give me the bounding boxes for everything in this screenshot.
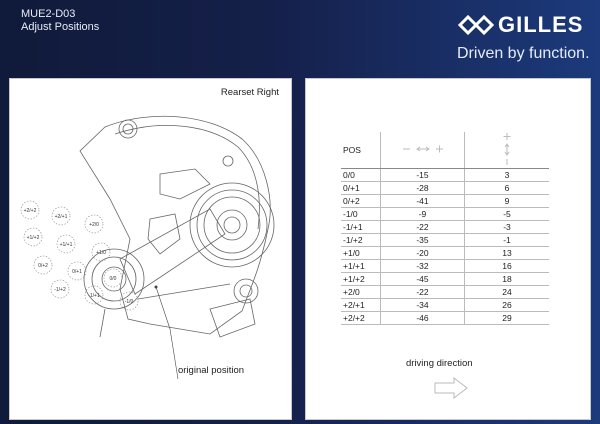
vertical-value-cell: -1 (465, 234, 550, 247)
horizontal-value-cell: -15 (381, 169, 465, 182)
vertical-value-cell: 3 (465, 169, 550, 182)
vertical-value-cell: 29 (465, 312, 550, 325)
table-row (341, 195, 549, 208)
position-cell: +2/0 (341, 286, 381, 299)
horizontal-value-cell: -45 (381, 273, 465, 286)
table-row (341, 169, 549, 182)
vertical-value-cell: 6 (465, 182, 550, 195)
vertical-value-cell: 16 (465, 260, 550, 273)
position-label: +1/+1 (59, 242, 73, 248)
position-cell: +1/+2 (341, 273, 381, 286)
table-row (341, 273, 549, 286)
table-body (341, 169, 549, 325)
horizontal-value-cell: -22 (381, 221, 465, 234)
table-header-row (341, 132, 549, 169)
table-row (341, 247, 549, 260)
position-table (341, 132, 549, 325)
document-title: Adjust Positions (21, 21, 100, 33)
position-cell: +2/+2 (341, 312, 381, 325)
vertical-value-cell: -3 (465, 221, 550, 234)
position-label: +2/+1 (54, 214, 68, 220)
position-cell: -1/+2 (341, 234, 381, 247)
horizontal-value-cell: -41 (381, 195, 465, 208)
vertical-arrows-icon (502, 132, 512, 166)
vertical-value-cell: 13 (465, 247, 550, 260)
horizontal-value-cell: -20 (381, 247, 465, 260)
position-label: +1/+2 (26, 235, 40, 241)
position-label: 0/+1 (72, 269, 82, 275)
position-table-panel (305, 78, 591, 420)
header-block (21, 8, 99, 34)
position-cell: +1/+1 (341, 260, 381, 273)
gilles-logo-icon (458, 13, 494, 37)
table-row (341, 234, 549, 247)
driving-direction-label: driving direction (406, 358, 473, 369)
table-row (341, 312, 549, 325)
position-cell: +2/+1 (341, 299, 381, 312)
table-row (341, 221, 549, 234)
document-code: MUE2-D03 (21, 8, 76, 20)
right-arrow-icon (434, 377, 468, 399)
position-cell: +1/0 (341, 247, 381, 260)
position-cell: -1/0 (341, 208, 381, 221)
position-label: -1/0 (124, 299, 134, 305)
position-cell: 0/+1 (341, 182, 381, 195)
table-row (341, 208, 549, 221)
brand-tagline: Driven by function. (457, 45, 590, 62)
brand-name: GILLES (498, 12, 584, 37)
vertical-value-cell: 18 (465, 273, 550, 286)
table-row (341, 299, 549, 312)
table-row (341, 286, 549, 299)
position-label: +2/+2 (23, 208, 37, 214)
original-position-label: original position (178, 365, 245, 376)
horizontal-value-cell: -22 (381, 286, 465, 299)
vertical-value-cell: 26 (465, 299, 550, 312)
vertical-value-cell: 24 (465, 286, 550, 299)
horizontal-value-cell: -46 (381, 312, 465, 325)
position-label: 0/0 (109, 276, 117, 282)
panel-title: Rearset Right (220, 87, 279, 98)
horizontal-value-cell: -9 (381, 208, 465, 221)
pos-column-header: POS (341, 132, 381, 169)
horizontal-value-cell: -34 (381, 299, 465, 312)
position-cell: -1/+1 (341, 221, 381, 234)
rearset-drawing-panel (9, 78, 292, 420)
table-row (341, 260, 549, 273)
position-label: -1/+1 (88, 293, 100, 299)
vertical-column-header (465, 132, 550, 169)
position-cell: 0/0 (341, 169, 381, 182)
vertical-value-cell: 9 (465, 195, 550, 208)
position-label: -1/+2 (54, 287, 66, 293)
position-label: 0/+2 (38, 263, 48, 269)
horizontal-value-cell: -28 (381, 182, 465, 195)
position-cell: 0/+2 (341, 195, 381, 208)
table-row (341, 182, 549, 195)
brand-logo (458, 12, 583, 38)
vertical-value-cell: -5 (465, 208, 550, 221)
horizontal-arrows-icon (400, 144, 446, 154)
rearset-drawing (10, 79, 293, 421)
horizontal-value-cell: -35 (381, 234, 465, 247)
horizontal-column-header (381, 132, 465, 169)
horizontal-value-cell: -32 (381, 260, 465, 273)
position-label: +2/0 (89, 222, 99, 228)
position-label: +1/0 (96, 250, 106, 256)
